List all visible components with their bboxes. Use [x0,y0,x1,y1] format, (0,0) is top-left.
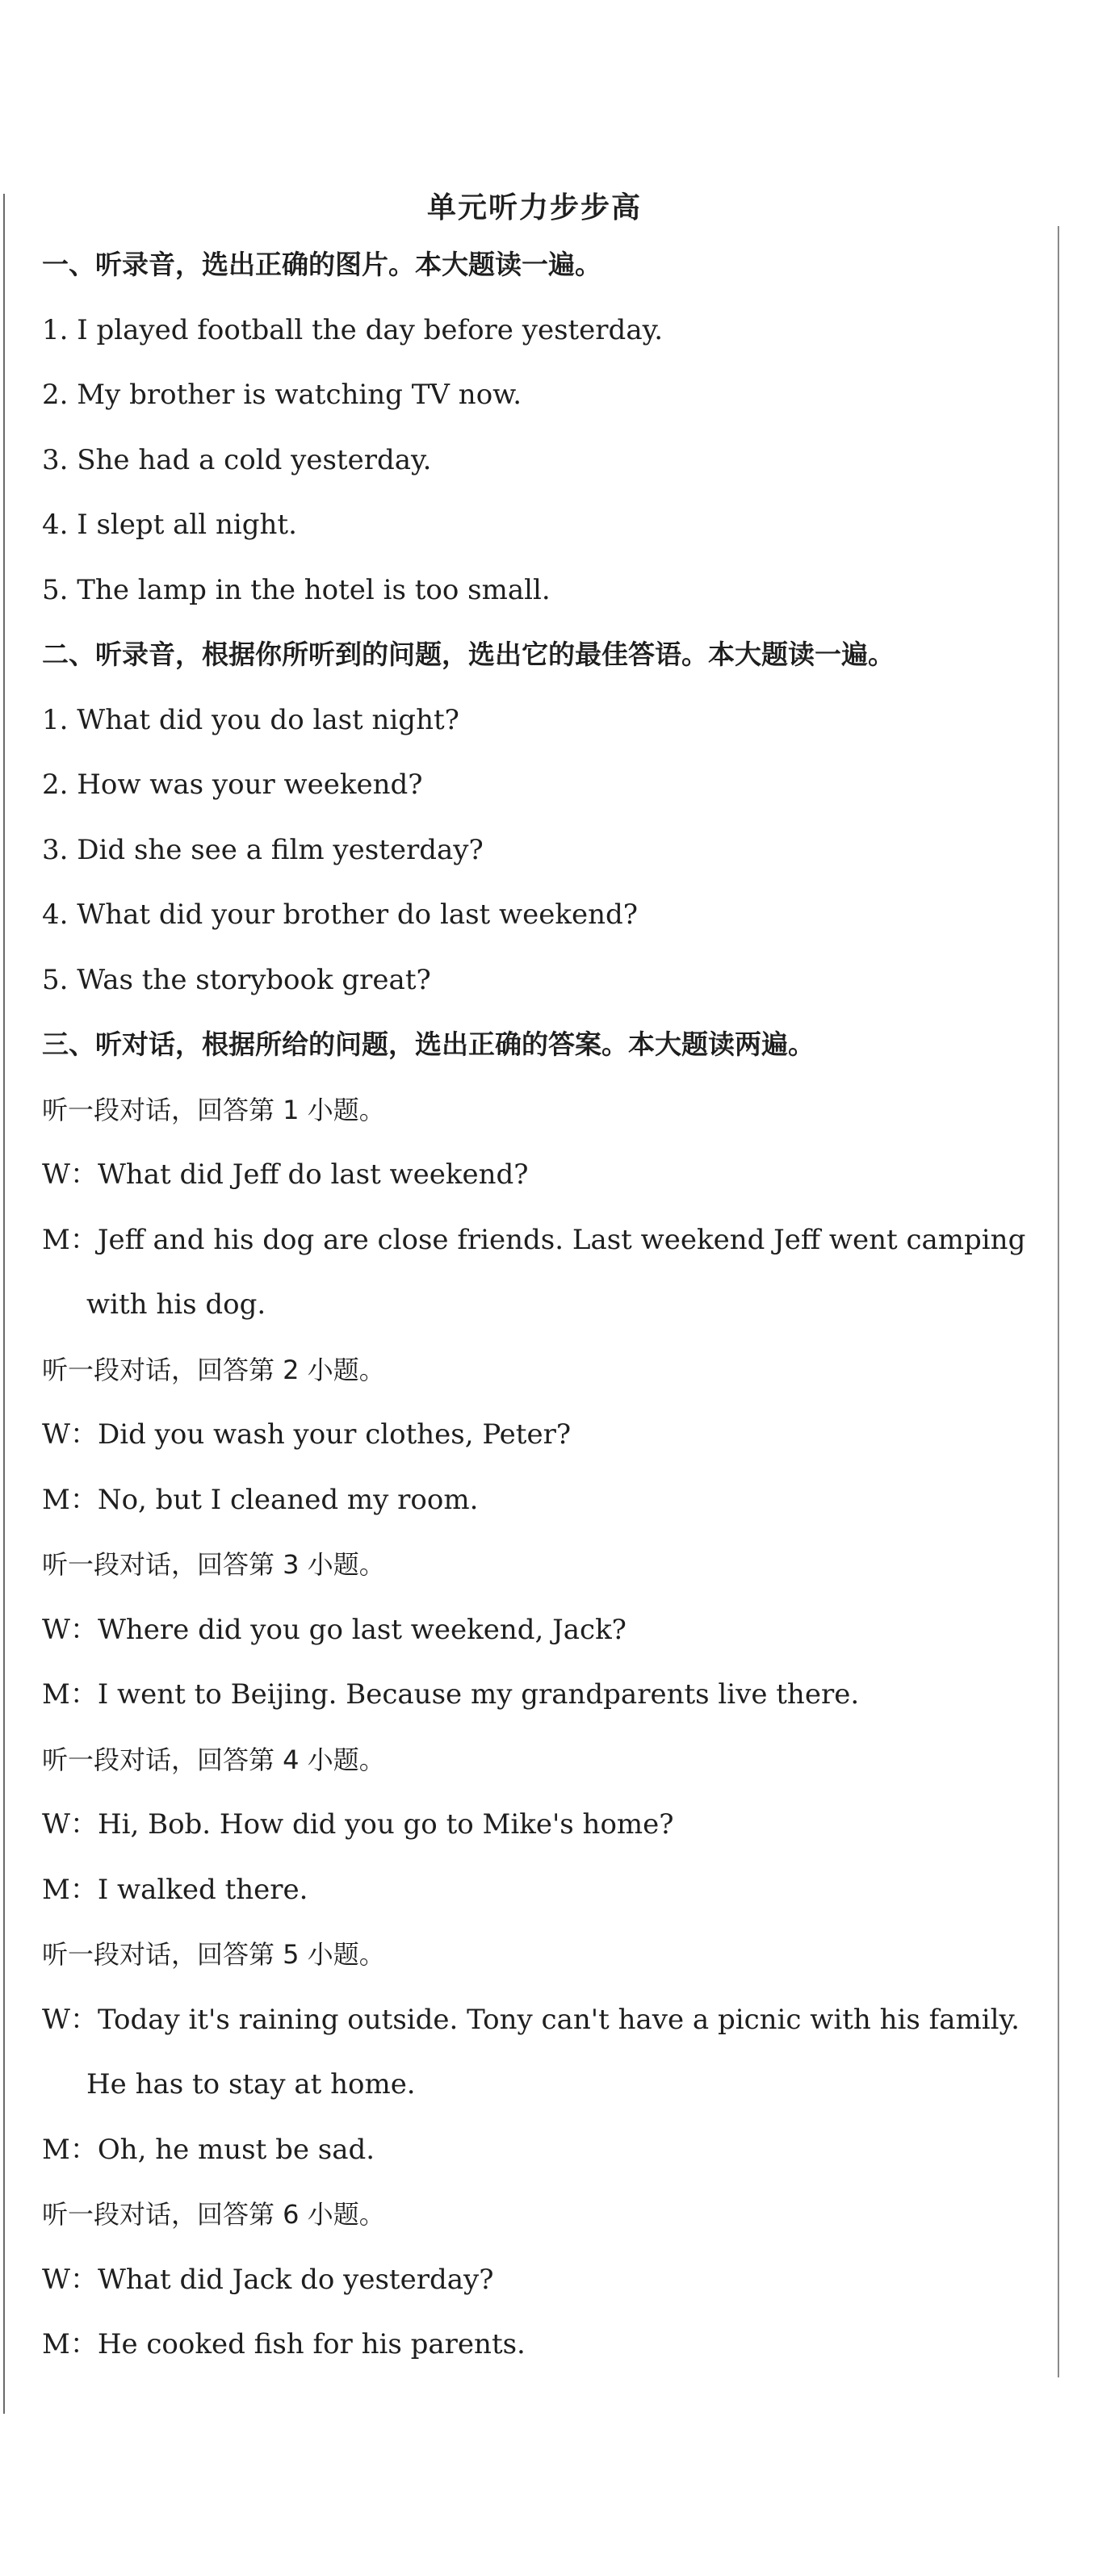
section-2 [42,622,1027,1012]
right-margin-rule [1058,226,1059,2377]
dialogue-1-woman: W：What did Jeff do last weekend? [42,1158,529,1191]
section-1-item-3: 3. She had a cold yesterday. [42,443,432,476]
dialogue-6-prompt: 听一段对话，回答第 6 小题。 [42,2199,385,2230]
dialogue-4-man: M：I walked there. [42,1873,308,1906]
dialogue-2-woman: W：Did you wash your clothes, Peter? [42,1418,572,1451]
section-1-item-4: 4. I slept all night. [42,509,297,541]
section-1-heading: 一、听录音，选出正确的图片。本大题读一遍。 [42,249,601,280]
section-2-item-1: 1. What did you do last night? [42,703,459,736]
dialogue-3-woman: W：Where did you go last weekend, Jack? [42,1613,627,1646]
dialogue-2-man: M：No, but I cleaned my room. [42,1483,479,1516]
section-1 [42,232,1027,622]
section-2-item-5: 5. Was the storybook great? [42,963,431,996]
dialogue-6-woman: W：What did Jack do yesterday? [42,2263,494,2296]
dialogue-1-prompt: 听一段对话，回答第 1 小题。 [42,1094,385,1125]
dialogue-5-woman: W：Today it's raining outside. Tony can't have a picnic with his family. [42,2003,1020,2036]
section-3-heading: 三、听对话，根据所给的问题，选出正确的答案。本大题读两遍。 [42,1028,815,1060]
dialogue-2-prompt: 听一段对话，回答第 2 小题。 [42,1354,385,1385]
page-content [42,184,1027,2377]
section-2-item-2: 2. How was your weekend? [42,769,423,801]
dialogue-5-man: M：Oh, he must be sad. [42,2133,375,2166]
left-margin-rule [3,194,5,2414]
dialogue-1-man: M：Jeff and his dog are close friends. Last weekend Jeff went camping [42,1223,1026,1256]
dialogue-5-woman-continued: He has to stay at home. [86,2068,416,2101]
dialogue-1-man-continued: with his dog. [86,1288,266,1321]
dialogue-3-man: M：I went to Beijing. Because my grandparents live there. [42,1678,860,1711]
page-title: 单元听力步步高 [426,191,642,224]
dialogue-4-prompt: 听一段对话，回答第 4 小题。 [42,1744,385,1775]
section-2-heading: 二、听录音，根据你所听到的问题，选出它的最佳答语。本大题读一遍。 [42,639,895,670]
dialogue-3-prompt: 听一段对话，回答第 3 小题。 [42,1549,385,1580]
section-3 [42,1012,1027,2377]
dialogue-5-prompt: 听一段对话，回答第 5 小题。 [42,1939,385,1970]
dialogue-4-woman: W：Hi, Bob. How did you go to Mike's home? [42,1808,674,1841]
dialogue-6-man: M：He cooked fish for his parents. [42,2328,526,2360]
section-2-item-3: 3. Did she see a film yesterday? [42,833,484,866]
section-2-item-4: 4. What did your brother do last weekend? [42,898,638,931]
section-1-item-1: 1. I played football the day before yesterday. [42,313,664,346]
section-1-item-2: 2. My brother is watching TV now. [42,379,522,411]
section-1-item-5: 5. The lamp in the hotel is too small. [42,573,551,606]
